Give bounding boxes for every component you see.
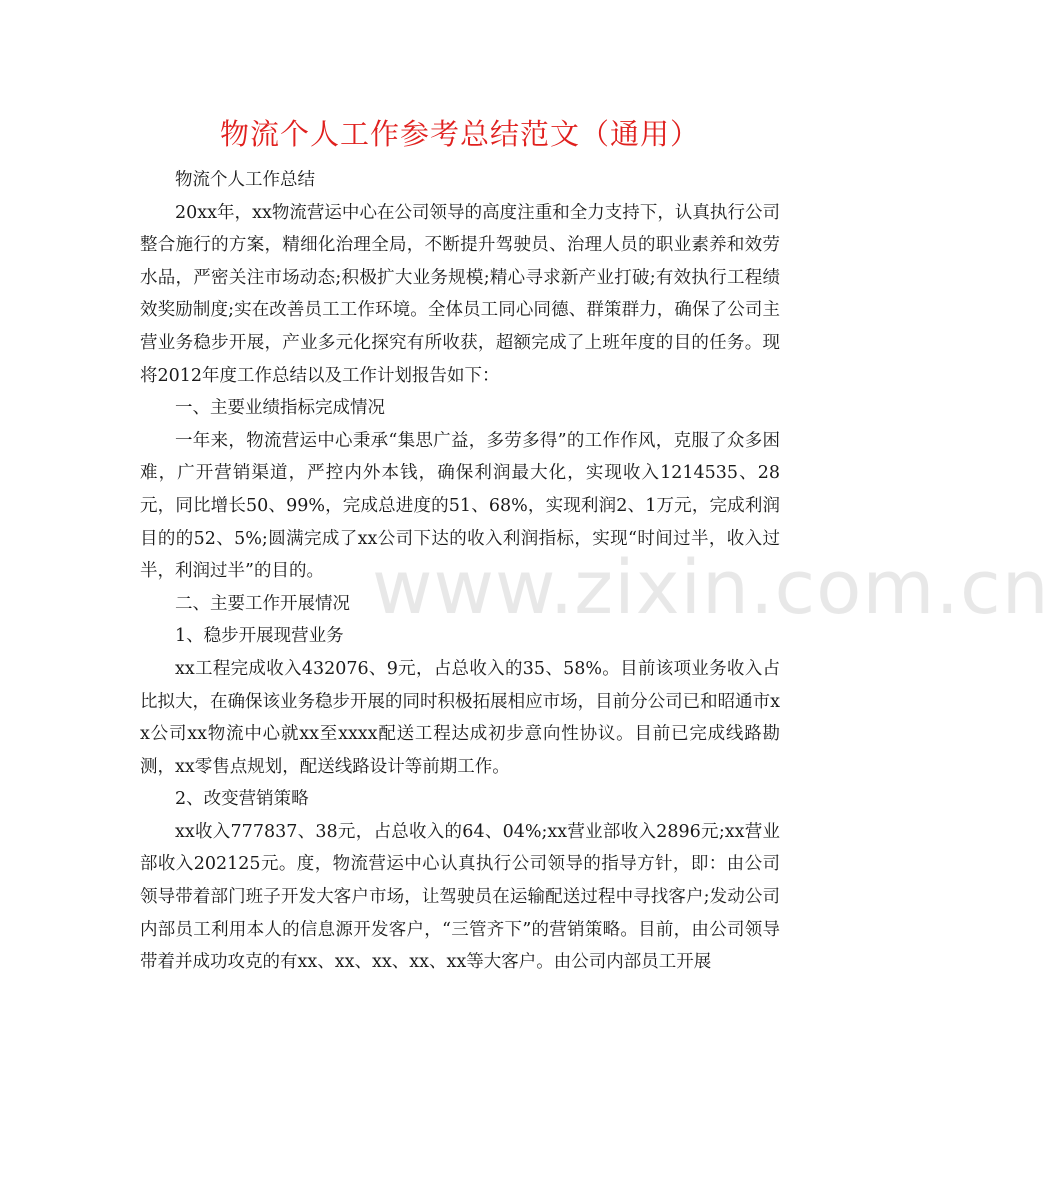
document-body [140, 164, 780, 979]
body-paragraph: xx工程完成收入432076、9元，占总收入的35、58%。目前该项业务收入占比拟大，在确保该业务稳步开展的同时积极拓展相应市场，目前分公司已和昭通市xx公司xx物流中心就xx至xxxx配送工程达成初步意向性协议。目前已完成线路勘测，xx零售点规划，配送线路设计等前期工作。 [140, 658, 780, 777]
section-heading: 二、主要工作开展情况 [175, 593, 350, 614]
body-paragraph: xx收入777837、38元，占总收入的64、04%;xx营业部收入2896元;xx营业部收入202125元。度，物流营运中心认真执行公司领导的指导方针，即：由公司领导带着部门班子开发大客户市场，让驾驶员在运输配送过程中寻找客户;发动公司内部员工利用本人的信息源开发客户，“三管齐下”的营销策略。目前，由公司领导带着并成功攻克的有xx、xx、xx、xx、xx等大客户。由公司内部员工开展 [140, 821, 780, 973]
body-paragraph: 一年来，物流营运中心秉承“集思广益，多劳多得”的工作作风，克服了众多困难，广开营销渠道，严控内外本钱，确保利润最大化，实现收入1214535、28元，同比增长50、99%，完成总进度的51、68%，实现利润2、1万元，完成利润目的的52、5%;圆满完成了xx公司下达的收入利润指标，实现“时间过半，收入过半，利润过半”的目的。 [140, 430, 780, 582]
section-heading: 一、主要业绩指标完成情况 [175, 398, 385, 419]
subsection-heading: 1、稳步开展现营业务 [175, 626, 344, 647]
watermark: www.zixin.com.cn [372, 545, 1050, 631]
section-heading: 物流个人工作总结 [175, 170, 315, 190]
document-title: 物流个人工作参考总结范文（通用） [219, 117, 700, 151]
body-paragraph: 20xx年，xx物流营运中心在公司领导的高度注重和全力支持下，认真执行公司整合施行的方案，精细化治理全局，不断提升驾驶员、治理人员的职业素养和效劳水品，严密关注市场动态;积极扩大业务规模;精心寻求新产业打破;有效执行工程绩效奖励制度;实在改善员工工作环境。全体员工同心同德、群策群力，确保了公司主营业务稳步开展，产业多元化探究有所收获，超额完成了上班年度的目的任务。现将2012年度工作总结以及工作计划报告如下： [140, 202, 780, 386]
subsection-heading: 2、改变营销策略 [175, 789, 309, 810]
